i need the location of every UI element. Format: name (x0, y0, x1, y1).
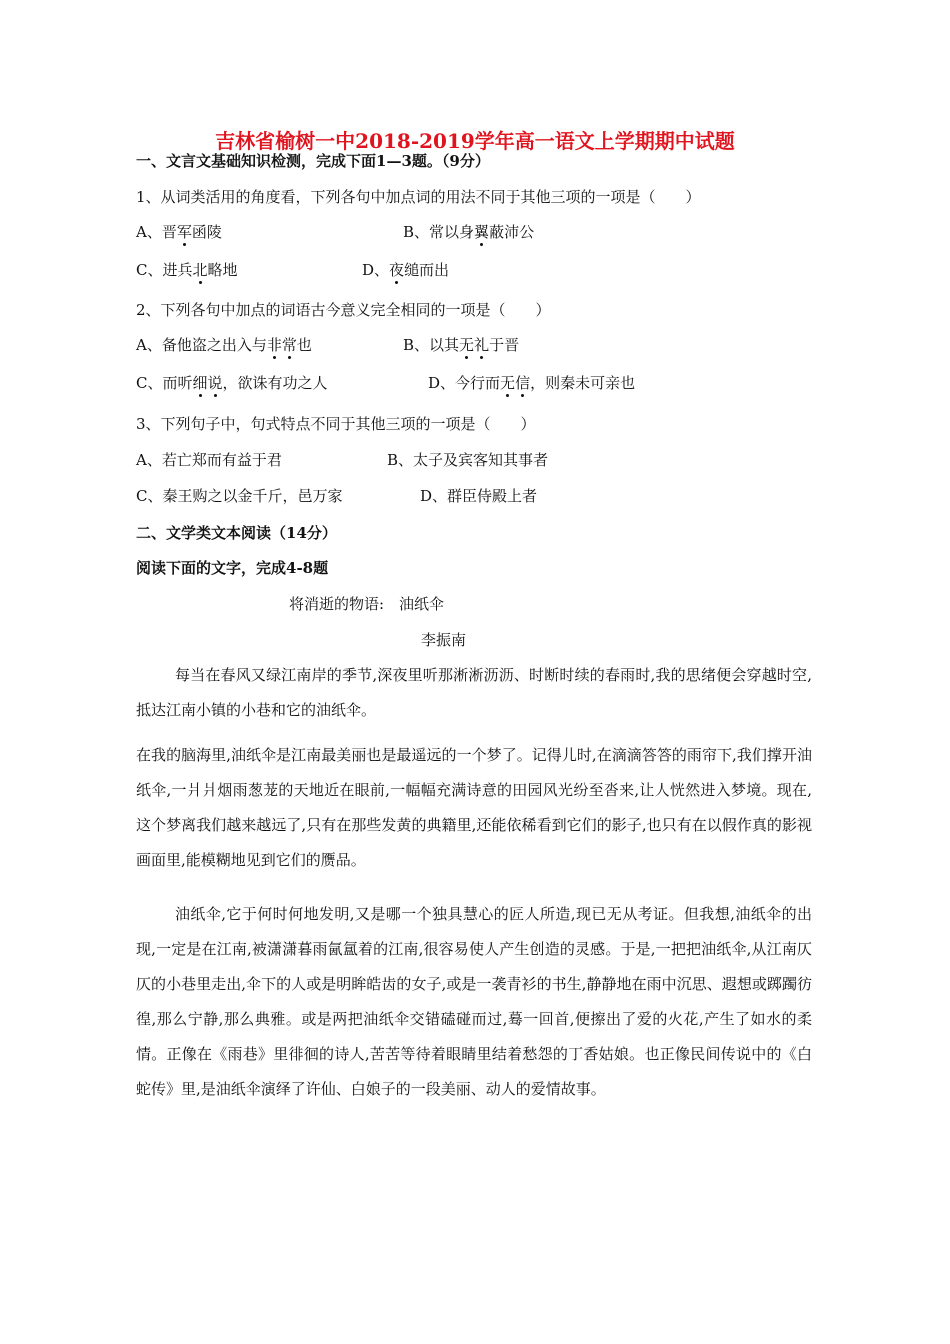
question-3-option-c: C、秦王购之以金千斤，邑万家 (136, 487, 343, 505)
emphasis-dot-word: 北 (192, 261, 208, 279)
question-1-option-a: A、晋军函陵 (136, 223, 222, 241)
question-2-option-c: C、而听细说，欲诛有功之人 (136, 374, 328, 392)
question-1-option-c: C、进兵北略地 (136, 261, 238, 279)
question-2-option-b: B、以其无礼于晋 (403, 336, 520, 354)
question-3-option-b: B、太子及宾客知其事者 (387, 451, 549, 469)
question-3-option-a: A、若亡郑而有益于君 (136, 451, 282, 469)
emphasis-dot-word: 夜 (389, 261, 405, 279)
question-2-stem: 2、下列各句中加点的词语古今意义完全相同的一项是（ ） (136, 301, 551, 319)
page-title: 吉林省榆树一中2018-2019学年高一语文上学期期中试题 (215, 129, 735, 153)
question-2-option-d: D、今行而无信，则秦未可亲也 (428, 374, 636, 392)
question-3-stem: 3、下列句子中，句式特点不同于其他三项的一项是（ ） (136, 415, 536, 433)
section2-heading: 二、文学类文本阅读（14分） (136, 524, 337, 542)
emphasis-dot-word: 军 (176, 223, 192, 241)
reading-instruction: 阅读下面的文字，完成4-8题 (136, 559, 329, 577)
article-paragraph-2: 在我的脑海里,油纸伞是江南最美丽也是最遥远的一个梦了。记得儿时,在滴滴答答的雨帘下,我们撑开油纸伞,一爿爿烟雨葱茏的天地近在眼前,一幅幅充满诗意的田园风光纷至沓来,让人恍然进入梦境。现在,这个梦离我们越来越远了,只有在那些发黄的典籍里,还能依稀看到它们的影子,也只有在以假作真的影视画面里,能模糊地见到它们的赝品。 (136, 746, 812, 869)
question-3-option-d: D、群臣侍殿上者 (420, 487, 538, 505)
question-2-option-a: A、备他盗之出入与非常也 (136, 336, 312, 354)
question-1-option-b: B、常以身翼蔽沛公 (403, 223, 535, 241)
article-author: 李振南 (421, 631, 467, 649)
question-1-stem: 1、从词类活用的角度看，下列各句中加点词的用法不同于其他三项的一项是（ ） (136, 188, 701, 206)
emphasis-dot-word: 翼 (474, 223, 490, 241)
article-paragraph-3: 油纸伞,它于何时何地发明,又是哪一个独具慧心的匠人所造,现已无从考证。但我想,油纸伞的出现,一定是在江南,被潇潇暮雨氤氲着的江南,很容易使人产生创造的灵感。于是,一把把油纸伞,从江南仄仄的小巷里走出,伞下的人或是明眸皓齿的女子,或是一袭青衫的书生,静静地在雨中沉思、遐想或踯躅彷徨,那么宁静,那么典雅。或是两把油纸伞交错磕碰而过,蓦一回首,便擦出了爱的火花,产生了如水的柔情。正像在《雨巷》里徘徊的诗人,苦苦等待着眼睛里结着愁怨的丁香姑娘。也正像民间传说中的《白蛇传》里,是油纸伞演绎了许仙、白娘子的一段美丽、动人的爱情故事。 (136, 905, 812, 1098)
article-paragraph-1: 每当在春风又绿江南岸的季节,深夜里听那淅淅沥沥、时断时续的春雨时,我的思绪便会穿越时空,抵达江南小镇的小巷和它的油纸伞。 (136, 666, 812, 719)
section1-heading: 一、文言文基础知识检测，完成下面1—3题。（9分） (136, 152, 490, 170)
emphasis-dot-word: 无 (500, 374, 516, 392)
emphasis-dot-word: 无 (459, 336, 475, 354)
emphasis-dot-word: 细 (192, 374, 208, 392)
emphasis-dot-word: 说 (207, 374, 223, 392)
question-1-option-d: D、夜缒而出 (362, 261, 450, 279)
article-title: 将消逝的物语: 油纸伞 (289, 595, 445, 613)
emphasis-dot-word: 常 (281, 336, 297, 354)
emphasis-dot-word: 礼 (474, 336, 490, 354)
emphasis-dot-word: 非 (266, 336, 282, 354)
emphasis-dot-word: 信 (515, 374, 531, 392)
